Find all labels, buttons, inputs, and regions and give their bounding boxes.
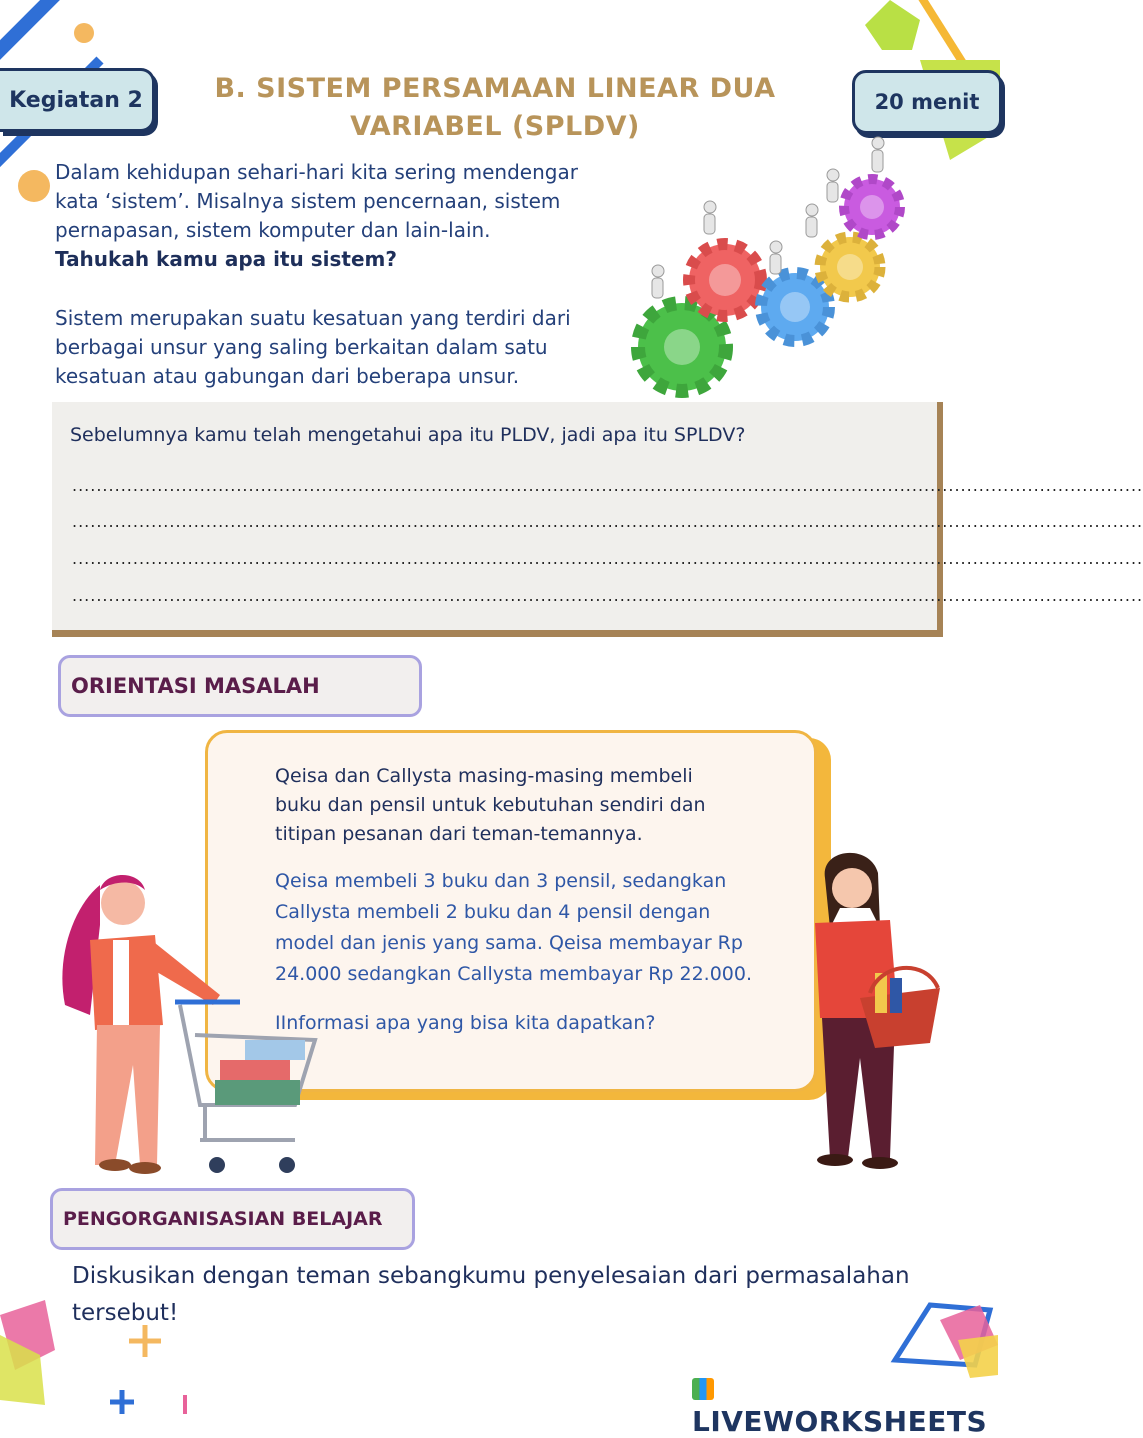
story-line: titipan pesanan dari teman-temannya. bbox=[275, 823, 643, 845]
purple-gear-icon bbox=[844, 179, 900, 235]
problem-paragraph bbox=[275, 866, 815, 990]
shopper-with-basket-illustration bbox=[790, 848, 950, 1178]
intro-line: Dalam kehidupan sehari-hari kita sering mendengar bbox=[55, 160, 578, 184]
answer-line[interactable]: ................................................................................................................................................................................ bbox=[72, 476, 1143, 495]
blue-gear-icon bbox=[761, 273, 829, 341]
problem-line: 24.000 sedangkan Callysta membayar Rp 22.000. bbox=[275, 963, 753, 985]
section-label-text: ORIENTASI MASALAH bbox=[71, 674, 320, 698]
green-gear-icon bbox=[638, 303, 726, 391]
answer-line[interactable]: ................................................................................................................................................................................ bbox=[72, 512, 1143, 531]
duration-label: 20 menit bbox=[852, 70, 1002, 134]
system-definition bbox=[55, 304, 615, 391]
yellow-gear-icon bbox=[820, 237, 880, 297]
liveworksheets-logo-icon bbox=[692, 1378, 714, 1400]
problem-line: model dan jenis yang sama. Qeisa membayar Rp bbox=[275, 932, 743, 954]
bottom-right-decoration bbox=[880, 1300, 1000, 1380]
definition-line: Sistem merupakan suatu kesatuan yang terdiri dari bbox=[55, 306, 571, 330]
intro-line: pernapasan, sistem komputer dan lain-lain. bbox=[55, 218, 491, 242]
story-line: buku dan pensil untuk kebutuhan sendiri dan bbox=[275, 794, 706, 816]
problem-question: IInformasi apa yang bisa kita dapatkan? bbox=[275, 1012, 656, 1034]
shopping-cart-icon bbox=[175, 1002, 315, 1173]
brand-text: LIVEWORKSHEETS bbox=[692, 1405, 988, 1438]
problem-line: Callysta membeli 2 buku dan 4 pensil dengan bbox=[275, 901, 711, 923]
intro-paragraph bbox=[55, 158, 615, 274]
story-line: Qeisa dan Callysta masing-masing membeli bbox=[275, 765, 693, 787]
section-label-text: PENGORGANISASIAN BELAJAR bbox=[63, 1208, 383, 1230]
section-label-orientation bbox=[58, 655, 422, 717]
page-title: B. SISTEM PERSAMAAN LINEAR DUA VARIABEL (SPLDV) bbox=[214, 73, 776, 142]
red-gear-icon bbox=[689, 244, 761, 316]
shopper-with-cart-illustration bbox=[45, 865, 320, 1180]
intro-question: Tahukah kamu apa itu sistem? bbox=[55, 247, 397, 271]
gears-illustration bbox=[630, 135, 900, 400]
bottom-left-decoration bbox=[0, 1295, 200, 1414]
section-label-organizing bbox=[50, 1188, 415, 1250]
intro-line: kata ‘sistem’. Misalnya sistem pencernaan, sistem bbox=[55, 189, 561, 213]
definition-line: kesatuan atau gabungan dari beberapa unsur. bbox=[55, 364, 520, 388]
brand-watermark bbox=[692, 1372, 1000, 1438]
answer-line[interactable]: ................................................................................................................................................................................ bbox=[72, 549, 1143, 568]
left-dot-decoration bbox=[16, 168, 52, 204]
instruction-text: Diskusikan dengan teman sebangkumu penyelesaian dari permasalahan tersebut! bbox=[72, 1263, 910, 1326]
question-box bbox=[52, 402, 1143, 637]
problem-line: Qeisa membeli 3 buku dan 3 pensil, sedangkan bbox=[275, 870, 727, 892]
story-paragraph bbox=[275, 762, 815, 849]
definition-line: berbagai unsur yang saling berkaitan dalam satu bbox=[55, 335, 548, 359]
answer-line[interactable]: ................................................................................................................................................................................ bbox=[72, 586, 1143, 605]
activity-label: Kegiatan 2 bbox=[0, 68, 155, 132]
question-prompt: Sebelumnya kamu telah mengetahui apa itu PLDV, jadi apa itu SPLDV? bbox=[70, 424, 746, 446]
